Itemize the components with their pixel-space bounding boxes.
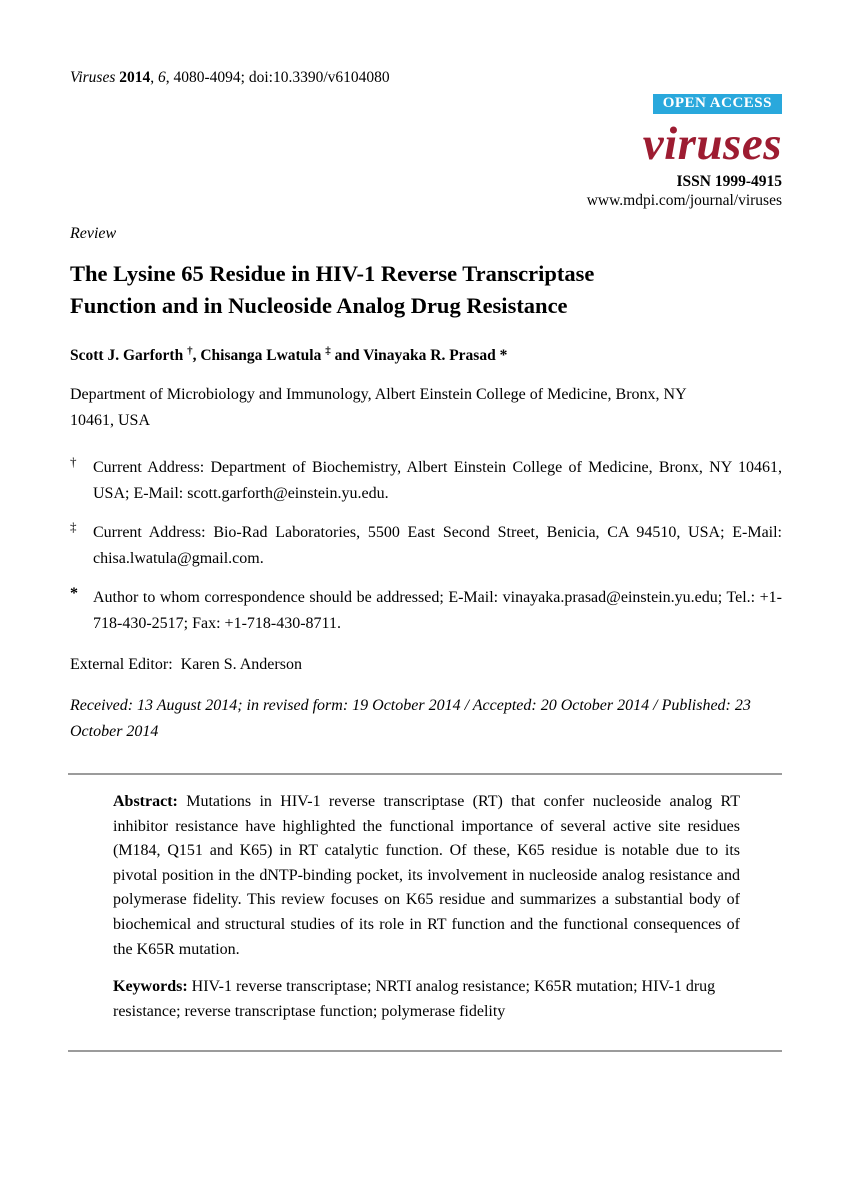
journal-name: Viruses (70, 69, 120, 86)
author-name: Vinayaka R. Prasad (363, 347, 500, 364)
external-editor-name: Karen S. Anderson (180, 656, 302, 673)
footnote-symbol: ‡ (70, 519, 77, 534)
author-list (70, 345, 782, 366)
footnote-text: Current Address: Department of Biochemistry, Albert Einstein College of Medicine, Bronx, NY 10461, USA; E-Mail: scott.garforth@einstein.yu.edu. (93, 459, 782, 502)
issn-number: ISSN 1999-4915 (676, 173, 782, 190)
separator: , (192, 347, 201, 364)
footnote-current-address-1 (70, 455, 782, 507)
author-name: Scott J. Garforth (70, 347, 188, 364)
publication-dates: Received: 13 August 2014; in revised form: 19 October 2014 / Accepted: 20 October 2014 / Published: 23 October 2014 (70, 697, 751, 740)
abstract-label: Abstract: (113, 793, 187, 810)
masthead (70, 94, 782, 210)
separator: , (150, 69, 158, 86)
journal-volume: 6 (157, 69, 166, 86)
article-title (70, 258, 782, 321)
abstract-text: Mutations in HIV-1 reverse transcriptase (RT) that confer nucleoside analog RT inhibitor resistance have highlighted the functional importance of several active site residues (M184, Q151 and K65) in RT catalytic function. Of these, K65 residue is notable due to its pivotal position in the dNTP-binding pocket, its involvement in nucleoside analog resistance and polymerase fidelity. This review focuses on K65 residue and summarizes a substantial body of biochemical and structural studies of its role in RT function and the functional consequences of the K65R mutation. (113, 793, 741, 958)
author-footnote-marker: † (187, 344, 193, 357)
footnote-corresponding-author (70, 585, 782, 637)
divider-rule-bottom (68, 1050, 782, 1052)
keywords-paragraph (113, 975, 740, 1024)
footnote-symbol: * (70, 585, 78, 602)
footnote-symbol: † (70, 454, 77, 469)
journal-year: 2014 (119, 69, 151, 86)
author-footnote-marker: ‡ (325, 344, 331, 357)
journal-citation-line (70, 68, 782, 88)
footnote-current-address-2 (70, 520, 782, 572)
open-access-badge: OPEN ACCESS (653, 94, 782, 114)
journal-website-link[interactable]: www.mdpi.com/journal/viruses (586, 192, 782, 209)
article-title-line2: Function and in Nucleoside Analog Drug Resistance (70, 292, 568, 318)
pages-doi: , 4080-4094; doi:10.3390/v6104080 (165, 69, 390, 86)
keywords-text: HIV-1 reverse transcriptase; NRTI analog resistance; K65R mutation; HIV-1 drug resistance; reverse transcriptase function; polymerase fidelity (113, 978, 716, 1020)
corresponding-author-marker: * (499, 347, 508, 364)
external-editor-label: External Editor: (70, 656, 173, 673)
affiliation: Department of Microbiology and Immunology, Albert Einstein College of Medicine, Bronx, NY 10461, USA (70, 386, 687, 429)
author-name: Chisanga Lwatula (200, 347, 326, 364)
article-title-line1: The Lysine 65 Residue in HIV-1 Reverse Transcriptase (70, 261, 595, 286)
keywords-label: Keywords: (113, 978, 192, 996)
footnote-text: Current Address: Bio-Rad Laboratories, 5500 East Second Street, Benicia, CA 94510, USA; E-Mail: chisa.lwatula@gmail.com. (93, 524, 782, 567)
footnotes-section (70, 455, 782, 637)
abstract-paragraph (113, 790, 740, 962)
divider-rule-top (68, 773, 782, 775)
external-editor-line (70, 654, 782, 676)
footnote-text: Author to whom correspondence should be addressed; E-Mail: vinayaka.prasad@einstein.yu.edu; Tel.: +1-718-430-2517; Fax: +1-718-430-8711. (93, 589, 782, 632)
separator: and (330, 347, 364, 364)
article-type-label: Review (70, 225, 117, 242)
journal-logo: viruses (642, 118, 782, 170)
